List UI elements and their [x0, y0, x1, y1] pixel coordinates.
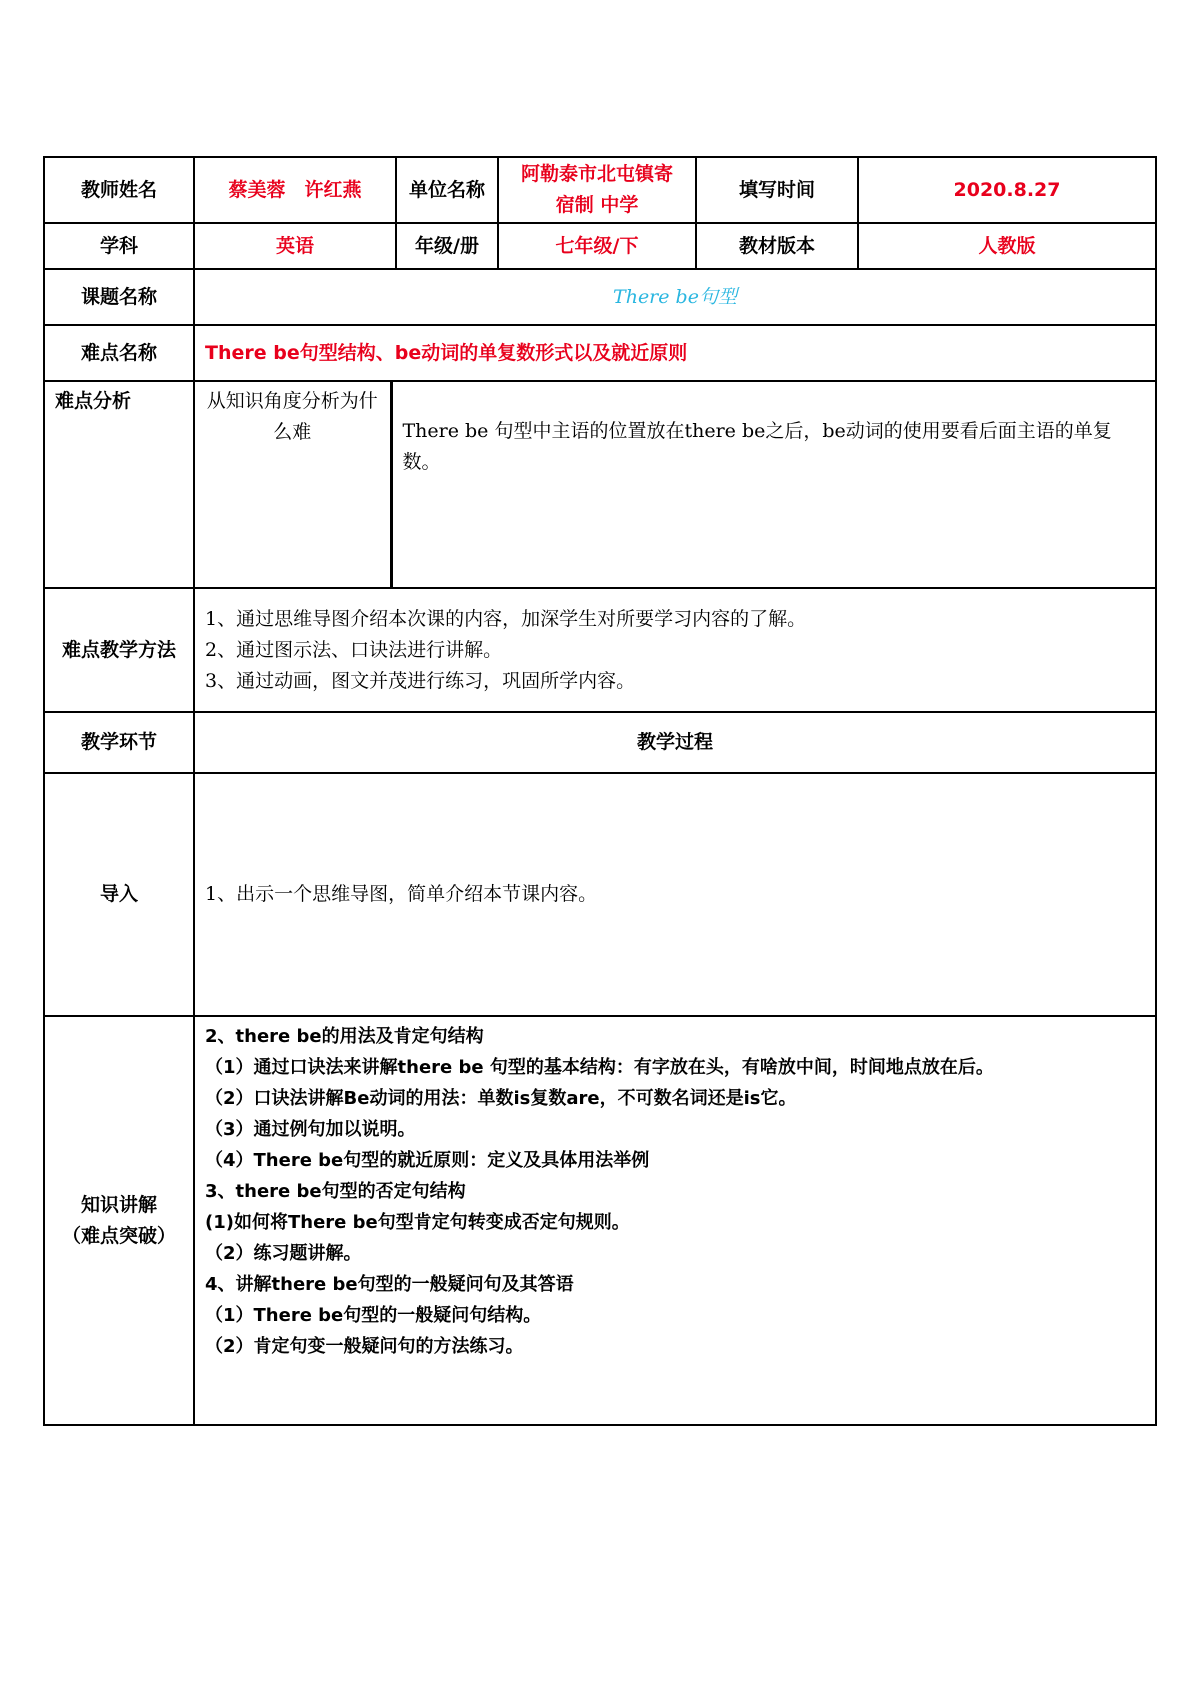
knowledge-label-line-1: 知识讲解 [80, 1193, 157, 1216]
knowledge-line: （2）口诀法讲解Be动词的用法：单数is复数are，不可数名词还是is它。 [205, 1088, 797, 1109]
methods-row [44, 588, 1156, 712]
analysis-sub-label: 从知识角度分析为什么难 [194, 381, 391, 588]
analysis-label: 难点分析 [44, 381, 194, 588]
header-row-1 [44, 157, 1156, 223]
knowledge-line: 4、讲解there be句型的一般疑问句及其答语 [205, 1274, 574, 1295]
difficulty-value: There be句型结构、be动词的单复数形式以及就近原则 [194, 325, 1156, 381]
subject-value: 英语 [194, 223, 396, 269]
fill-date-value: 2020.8.27 [858, 157, 1156, 223]
teacher-name-label: 教师姓名 [44, 157, 194, 223]
knowledge-line: （4）There be句型的就近原则：定义及具体用法举例 [205, 1150, 650, 1171]
knowledge-line: 2、there be的用法及肯定句结构 [205, 1026, 484, 1047]
analysis-row [44, 381, 1156, 588]
intro-label: 导入 [44, 773, 194, 1016]
knowledge-line: （3）通过例句加以说明。 [205, 1119, 416, 1140]
knowledge-line: 3、there be句型的否定句结构 [205, 1181, 466, 1202]
header-row-2 [44, 223, 1156, 269]
knowledge-line: （1）通过口诀法来讲解there be 句型的基本结构：有字放在头，有啥放中间，时间地点放在后。 [205, 1057, 994, 1078]
unit-name-value [498, 157, 696, 223]
edition-value: 人教版 [858, 223, 1156, 269]
unit-name-line-1: 阿勒泰市北屯镇寄 [521, 163, 674, 185]
knowledge-row [44, 1016, 1156, 1425]
knowledge-content [194, 1016, 1156, 1425]
methods-list [194, 588, 1156, 712]
knowledge-label [44, 1016, 194, 1425]
topic-value: There be句型 [194, 269, 1156, 325]
difficulty-row [44, 325, 1156, 381]
topic-row [44, 269, 1156, 325]
method-item: 1、通过思维导图介绍本次课的内容，加深学生对所要学习内容的了解。 [205, 607, 807, 630]
knowledge-line: （2）练习题讲解。 [205, 1243, 362, 1264]
teacher-name-value: 蔡美蓉 许红燕 [194, 157, 396, 223]
topic-label: 课题名称 [44, 269, 194, 325]
intro-row [44, 773, 1156, 1016]
edition-label: 教材版本 [696, 223, 858, 269]
knowledge-line: (1)如何将There be句型肯定句转变成否定句规则。 [205, 1212, 630, 1233]
methods-label: 难点教学方法 [44, 588, 194, 712]
method-item: 3、通过动画，图文并茂进行练习，巩固所学内容。 [205, 669, 636, 692]
process-header-row [44, 712, 1156, 773]
knowledge-label-line-2: （难点突破） [61, 1224, 176, 1247]
analysis-text: There be 句型中主语的位置放在there be之后，be动词的使用要看后面主语的单复数。 [391, 381, 1156, 588]
fill-date-label: 填写时间 [696, 157, 858, 223]
difficulty-label: 难点名称 [44, 325, 194, 381]
teaching-stage-label: 教学环节 [44, 712, 194, 773]
subject-label: 学科 [44, 223, 194, 269]
lesson-plan-table [43, 156, 1157, 1426]
knowledge-line: （1）There be句型的一般疑问句结构。 [205, 1305, 542, 1326]
method-item: 2、通过图示法、口诀法进行讲解。 [205, 638, 503, 661]
unit-name-label: 单位名称 [396, 157, 498, 223]
grade-value: 七年级/下 [498, 223, 696, 269]
intro-text: 1、出示一个思维导图，简单介绍本节课内容。 [194, 773, 1156, 1016]
teaching-process-label: 教学过程 [194, 712, 1156, 773]
knowledge-line: （2）肯定句变一般疑问句的方法练习。 [205, 1336, 524, 1357]
grade-label: 年级/册 [396, 223, 498, 269]
unit-name-line-2: 宿制 中学 [555, 194, 639, 216]
